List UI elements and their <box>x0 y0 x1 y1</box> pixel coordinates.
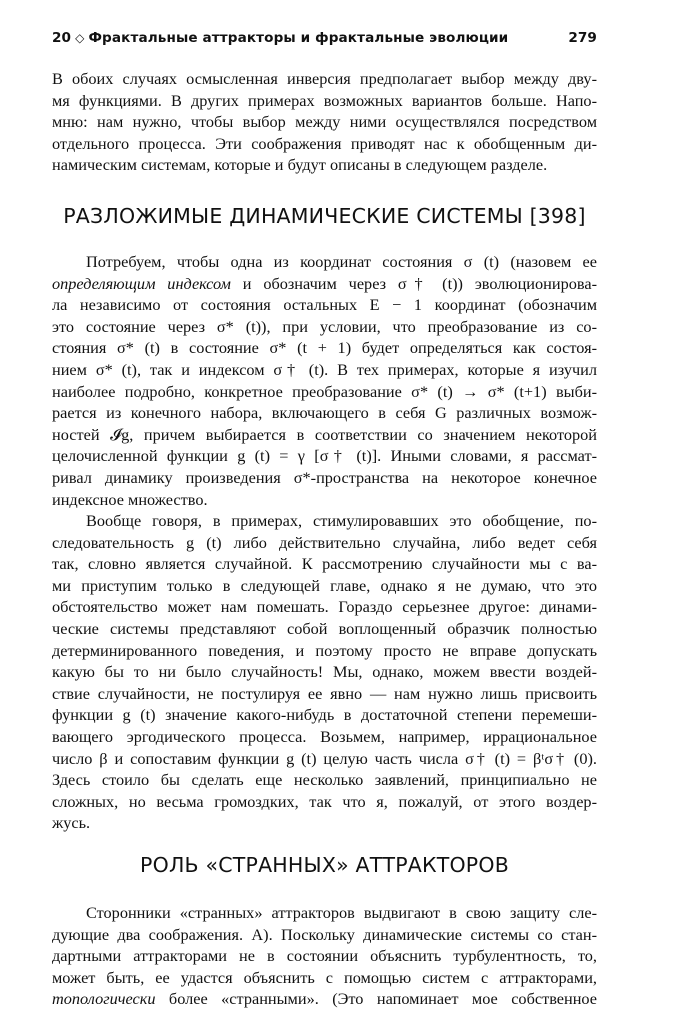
text-line: обстоятельство может нам помешать. Гораздо серьезнее другое: динами- <box>52 597 597 617</box>
text-line: следовательность g (t) либо действительно случайна, либо ведет себя <box>52 532 597 552</box>
text-line: мню: нам нужно, чтобы выбор между ними осуществлялся посредством <box>52 112 597 132</box>
text-line: дартными аттракторами не в состоянии объяснить турбулентность, то, <box>52 946 597 966</box>
text-line: ческие системы представляют собой воплощенный образчик полностью <box>52 619 597 639</box>
text-line: индексное множество. <box>52 489 208 509</box>
text-line: ствие случайности, не постулируя ее явно — нам нужно лишь присвоить <box>52 683 597 703</box>
section1-paragraph1 <box>52 251 597 510</box>
section-heading-strange-attractors: РОЛЬ «СТРАННЫХ» АТТРАКТОРОВ <box>140 853 509 877</box>
text-line: стояния σ* (t) в состояние σ* (t + 1) будет определяться как состоя- <box>52 338 597 358</box>
text-line: В обоих случаях осмысленная инверсия предполагает выбор между дву- <box>52 69 597 88</box>
italic-term: топологически <box>52 989 156 1009</box>
book-page <box>52 30 597 1010</box>
running-header <box>52 30 597 46</box>
text-line: ривал динамику произведения σ*-пространства на некоторое конечное <box>52 467 597 487</box>
text-line: может быть, ее удастся объяснить с помощью систем с аттракторами, <box>52 967 597 987</box>
text-line: дующие два соображения. А). Поскольку динамические системы со стан- <box>52 924 597 944</box>
text-line: жусь. <box>52 813 91 833</box>
intro-paragraph <box>52 68 597 176</box>
text-line: число β и сопоставим функции g (t) целую часть числа σ† (t) = βᵗσ† (0). <box>52 748 597 768</box>
text-line: так, словно является случайной. К рассмотрению случайности мы с ва- <box>52 554 597 574</box>
text-line: функции g (t) значение какого-нибудь в достаточной степени перемеши- <box>52 705 597 725</box>
text-line: рается из конечного набора, включающего в себя G различных возмож- <box>52 403 597 423</box>
text-line: ностей 𝓘g, причем выбирается в соответствии со значением некоторой <box>52 424 597 444</box>
section2-paragraph1 <box>52 902 597 1010</box>
text-line: Потребуем, чтобы одна из координат состояния σ (t) (назовем ее <box>86 251 597 271</box>
chapter-title: Фрактальные аттракторы и фрактальные эволюции <box>88 30 509 46</box>
text-line: нием σ* (t), так и индексом σ† (t). В тех примерах, которые я изучил <box>52 359 597 379</box>
text-line: отдельного процесса. Эти соображения приводят нас к обобщенным ди- <box>52 133 597 153</box>
chapter-number: 20 <box>52 30 72 46</box>
text-line: вающего эргодического процесса. Возьмем, например, иррациональное <box>52 727 597 747</box>
page-number: 279 <box>568 30 597 46</box>
text-line: намическим системам, которые и будут описаны в следующем разделе. <box>52 155 548 175</box>
text-line: топологически более «странными». (Это напоминает мое собственное <box>52 989 597 1009</box>
italic-term: определяющим индексом <box>52 273 231 293</box>
text-line: наиболее подробно, конкретное преобразование σ* (t) → σ* (t+1) выби- <box>52 381 597 401</box>
text-line: целочисленной функции g (t) = γ [σ† (t)]. Иными словами, я рассмат- <box>52 446 597 466</box>
section-heading-decomposable-systems: РАЗЛОЖИМЫЕ ДИНАМИЧЕСКИЕ СИСТЕМЫ [398] <box>63 203 586 228</box>
text-line: определяющим индексом и обозначим через σ† (t)) эволюционирова- <box>52 273 597 293</box>
text-line: мя функциями. В других примерах возможных вариантов больше. Напо- <box>52 90 597 110</box>
text-line: Здесь стоило бы сделать еще несколько заявлений, принципиально не <box>52 770 597 790</box>
diamond-icon: ◇ <box>75 31 85 45</box>
text-line: это состояние через σ* (t)), при условии, что преобразование из со- <box>52 316 597 336</box>
text-line: Вообще говоря, в примерах, стимулировавших это обобщение, по- <box>86 511 597 531</box>
section1-paragraph2 <box>52 510 597 834</box>
text-line: ла независимо от состояния остальных E − 1 координат (обозначим <box>52 295 597 315</box>
text-line: ми приступим только в следующей главе, однако я не думаю, что это <box>52 575 597 595</box>
text-line: детерминированного поведения, и поэтому просто не вправе допускать <box>52 640 597 660</box>
text-line: сложных, но весьма громоздких, так что я, пожалуй, от этого воздер- <box>52 791 597 811</box>
running-header-left <box>52 30 508 46</box>
text-line: Сторонники «странных» аттракторов выдвигают в свою защиту сле- <box>86 903 597 922</box>
text-line: какую бы то ни было случайность! Мы, однако, можем ввести воздей- <box>52 662 597 682</box>
